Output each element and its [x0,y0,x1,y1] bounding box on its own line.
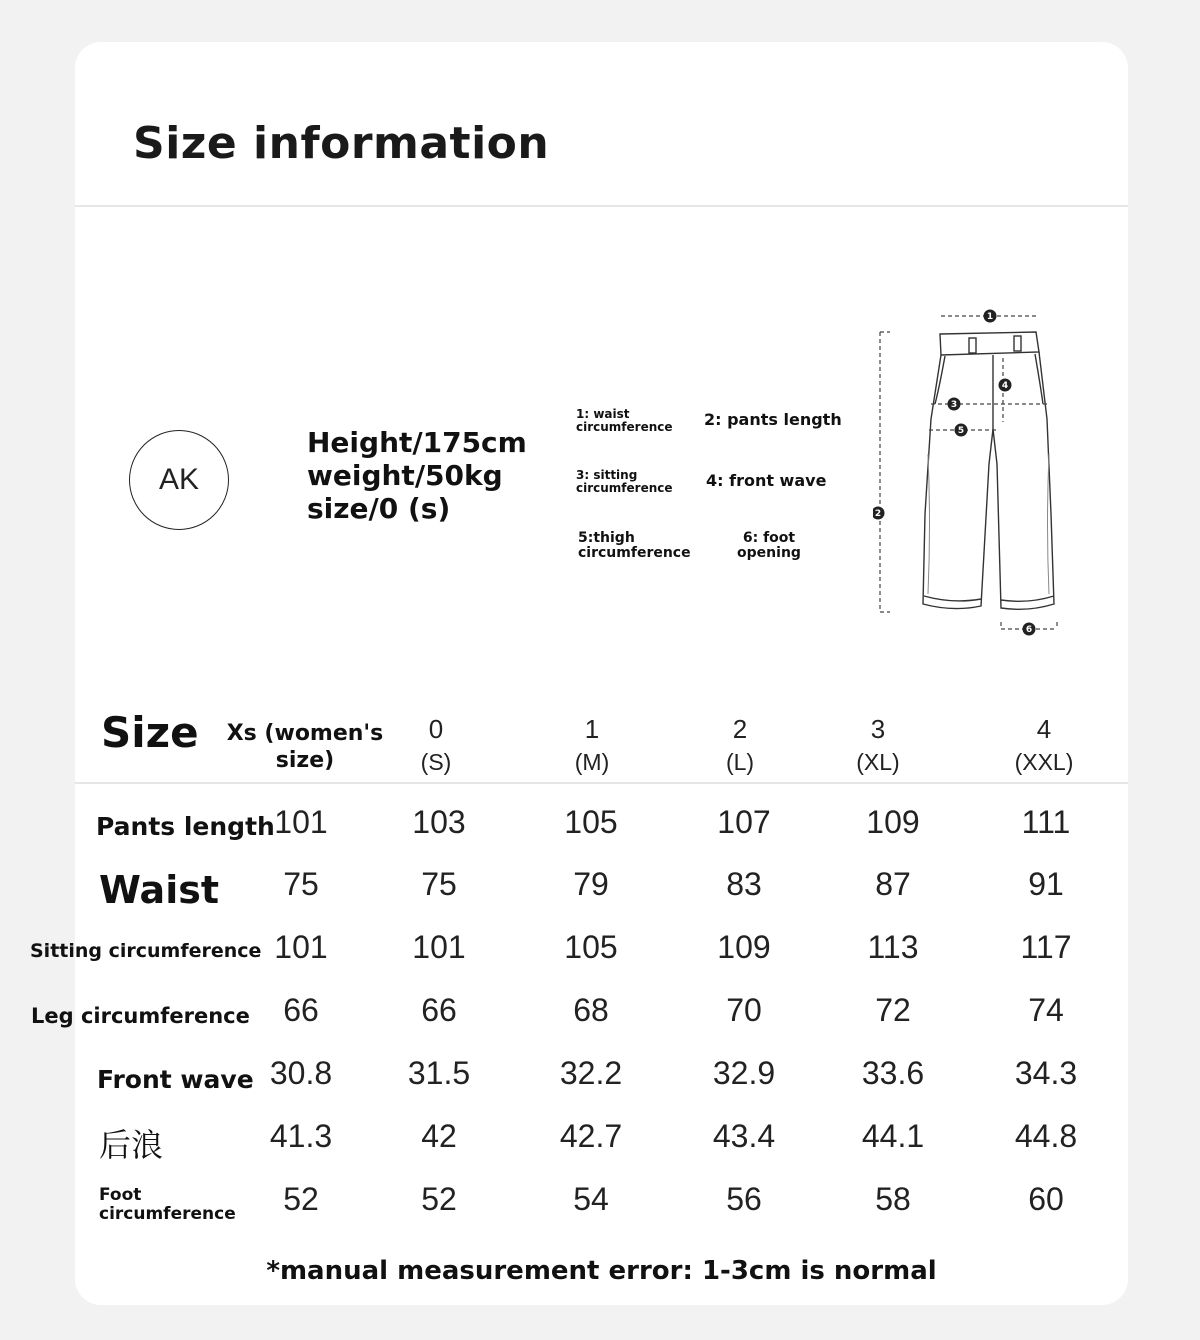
table-cell: 111 [1021,804,1071,840]
col-header-0: 0 (S) [420,714,452,775]
model-size: size/0 (s) [307,492,451,525]
table-cell: 113 [867,929,919,965]
table-cell: 87 [875,866,911,902]
row-label-pants-length: Pants length [96,812,275,841]
legend-front-wave: 4: front wave [706,471,827,490]
table-cell: 117 [1020,929,1072,965]
legend-pants-length: 2: pants length [704,410,842,429]
table-cell: 105 [564,929,618,965]
svg-text:5: 5 [957,426,965,436]
table-cell: 56 [726,1181,762,1217]
table-cell: 68 [573,992,609,1028]
table-header-divider [75,782,1128,784]
table-cell: 42.7 [559,1118,623,1154]
table-cell: 75 [421,866,457,902]
col-header-2: 2 (L) [725,714,755,775]
row-label-sitting: Sitting circumference [30,940,262,962]
col-header-3: 3 (XL) [856,714,900,775]
table-cell: 44.1 [861,1118,925,1154]
table-cell: 75 [283,866,319,902]
table-cell: 79 [573,866,609,902]
col-header-xs: Xs (women's size) [226,721,384,773]
table-cell: 32.2 [559,1055,623,1091]
row-label-leg: Leg circumference [31,1004,250,1028]
table-cell: 101 [274,929,328,965]
footnote: *manual measurement error: 1-3cm is normal [266,1256,937,1286]
page-title: Size information [133,118,550,169]
svg-text:1: 1 [986,312,994,322]
model-height: Height/175cm [307,426,527,459]
legend-foot-opening: 6: foot opening [737,530,801,562]
row-label-waist: Waist [99,868,220,912]
svg-text:6: 6 [1025,625,1033,635]
table-cell: 72 [875,992,911,1028]
svg-text:3: 3 [950,400,958,410]
table-cell: 52 [421,1181,457,1217]
legend-waist: 1: waist circumference [576,407,673,435]
model-weight: weight/50kg [307,459,503,492]
size-label: Size [101,708,199,757]
row-label-front-wave: Front wave [97,1065,254,1094]
table-cell: 52 [283,1181,319,1217]
table-cell: 74 [1028,992,1064,1028]
table-cell: 54 [573,1181,609,1217]
table-cell: 103 [412,804,466,840]
size-info-card [30,42,1128,1305]
table-cell: 41.3 [269,1118,333,1154]
model-info [307,426,527,525]
table-cell: 91 [1028,866,1064,902]
table-cell: 43.4 [712,1118,776,1154]
table-cell: 101 [412,929,466,965]
table-cell: 32.9 [712,1055,776,1091]
table-cell: 34.3 [1014,1055,1078,1091]
legend-sitting: 3: sitting circumference [576,468,673,496]
svg-text:4: 4 [1001,381,1009,391]
table-cell: 70 [726,992,762,1028]
table-cell: 60 [1028,1181,1064,1217]
table-cell: 33.6 [861,1055,925,1091]
table-cell: 105 [564,804,618,840]
legend-thigh: 5:thigh circumference [578,530,691,562]
col-header-4: 4 (XXL) [1014,714,1074,775]
svg-text:2: 2 [874,509,882,519]
table-cell: 109 [717,929,771,965]
pants-diagram-icon [873,304,1073,640]
table-cell: 66 [421,992,457,1028]
table-cell: 58 [875,1181,911,1217]
table-cell: 107 [717,804,771,840]
table-cell: 30.8 [269,1055,333,1091]
table-cell: 42 [421,1118,457,1154]
table-cell: 109 [866,804,920,840]
table-cell: 44.8 [1014,1118,1078,1154]
table-cell: 66 [283,992,319,1028]
table-cell: 31.5 [407,1055,471,1091]
col-header-1: 1 (M) [574,714,610,775]
table-cell: 101 [274,804,328,840]
avatar: AK [129,430,229,530]
row-label-back-wave: 后浪 [99,1126,164,1164]
title-divider [75,205,1128,207]
table-cell: 83 [726,866,762,902]
row-label-foot: Foot circumference [99,1185,236,1224]
